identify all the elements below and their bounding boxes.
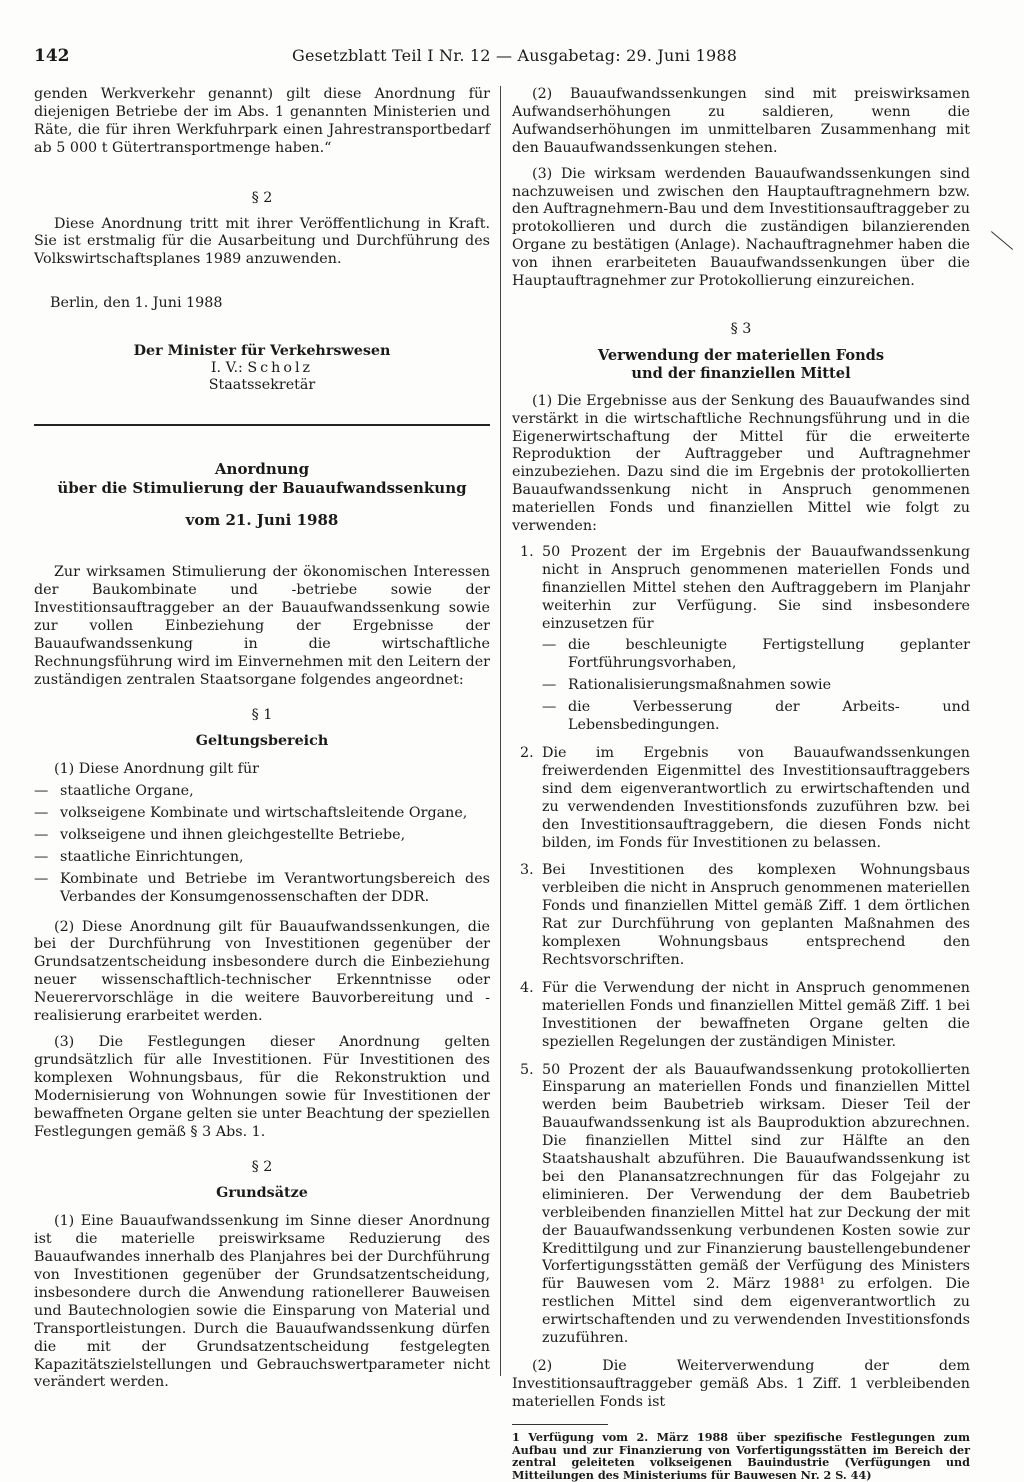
section-sign: § 2: [251, 189, 273, 206]
paragraph: (2) Die Weiterverwendung der dem Investitionsauftraggeber gemäß Abs. 1 Ziff. 1 verbleibenden materiellen Fonds ist: [512, 1358, 970, 1410]
paragraph: (2) Bauaufwandssenkungen sind mit preiswirksamen Aufwandserhöhungen zu saldieren, wenn die Aufwandserhöhungen im unmittelbaren Zusammenhang mit den Bauaufwandssenkungen stehen.: [512, 86, 970, 156]
document-date: vom 21. Juni 1988: [185, 511, 339, 530]
list-item: — volkseigene und ihnen gleichgestellte Betriebe,: [34, 826, 406, 843]
dash-marker: —: [542, 699, 557, 716]
section-heading: Verwendung der materiellen Fonds: [597, 346, 885, 364]
dash-marker: —: [34, 805, 49, 822]
margin-mark: [991, 231, 1013, 250]
item-text: 50 Prozent der im Ergebnis der Bauaufwandssenkung nicht in Anspruch genommenen materiellen Fonds und finanziellen Mittel stehen den Auftraggebern im Planjahr weiterhin zur Verfügung. Sie sind insbesondere einzusetzen für: [542, 543, 970, 632]
section-sign: § 1: [251, 707, 273, 724]
list-item: — Kombinate und Betriebe im Verantwortungsbereich des Verbandes der Konsumgenossenschaften der DDR.: [34, 870, 490, 905]
column-divider: [500, 86, 501, 1376]
signatory-title: Der Minister für Verkehrswesen: [133, 343, 391, 360]
document-title: Anordnung: [214, 460, 310, 479]
paragraph: Diese Anordnung tritt mit ihrer Veröffentlichung in Kraft. Sie ist erstmalig für die Ausarbeitung und Durchführung des Volkswirtschaftsplanes 1989 anzuwenden.: [34, 215, 490, 268]
signatory-name: I. V.: Scholz: [210, 360, 314, 377]
continuation-text: genden Werkverkehr genannt) gilt diese Anordnung für diejenigen Betriebe der im Abs. 1 genannten Ministerien und Räte, die für ihren Werkfuhrpark einen Jahrestransportbedarf ab 5 000 t Gütertransportmenge haben.“: [34, 86, 490, 156]
section-rule: [34, 424, 490, 426]
paragraph: (2) Diese Anordnung gilt für Bauaufwandssenkungen, die bei der Durchführung von Investitionen gegenüber der Grundsatzentscheidung insbesondere durch die Einbeziehung neuer wissenschaftlich-technischer Erkenntnisse oder Neuerervorschläge in die weitere Bauvorbereitung und -realisierung erarbeitet werden.: [34, 918, 490, 1025]
list-item: — die beschleunigte Fertigstellung geplanter Fortführungsvorhaben,: [542, 637, 970, 672]
item-number: 3.: [520, 862, 534, 879]
dash-marker: —: [34, 870, 49, 887]
section-heading-line2: und der finanziellen Mittel: [631, 364, 851, 382]
list-item: — die Verbesserung der Arbeits- und Lebensbedingungen.: [542, 699, 970, 734]
paragraph: (1) Eine Bauaufwandssenkung im Sinne dieser Anordnung ist die materielle preiswirksame Reduzierung des Bauaufwandes innerhalb des Planjahres bei der Durchführung von Investitionen gegenüber der Grundsatzentscheidung, insbesondere durch die Anwendung rationellerer Bauweisen und Bautechnologien sowie die Einsparung von Material und Transportleistungen. Durch die Bauaufwandssenkung dürfen die mit der Grundsatzentscheidung festgelegten Kapazitätszielstellungen und Gebrauchswertparameter nicht verändert werden.: [34, 1213, 490, 1391]
item-text: 50 Prozent der als Bauaufwandssenkung protokollierten Einsparung an materiellen Fonds und finanziellen Mittel werden beim Baubetrieb wirksam. Dieser Teil der Bauaufwandssenkung ist als Bauproduktion abzurechnen. Die finanziellen Mittel sind zur Hälfte an den Staatshaushalt abzuführen. Die Bauaufwandssenkung ist bei den Planansatzrechnungen für das Folgejahr zu eliminieren. Der Verwendung der dem Baubetrieb verbleibenden finanziellen Mittel hat zur Deckung der mit der Bauaufwandssenkung verbundenen Kosten sowie zur Kredittilgung und zur Finanzierung baustellengebundener Vorfertigungsstätten gemäß der Verfügung des Ministers für Bauwesen vom 2. März 1988¹ zu erfolgen. Die restlichen Mittel sind dem eigenverantwortlich zu erwirtschaftenden und zu verwendenden Investitionsfonds zuzuführen.: [542, 1061, 970, 1347]
numbered-item: [512, 862, 970, 969]
section-sign: § 2: [251, 1159, 273, 1176]
numbered-item: [512, 980, 970, 1052]
list-item: — staatliche Einrichtungen,: [34, 848, 244, 865]
paragraph: (3) Die Festlegungen dieser Anordnung gelten grundsätzlich für alle Investitionen. Für Investitionen des komplexen Wohnungsbaus, für die Rekonstruktion und Modernisierung von Wohnungen sowie für Investitionen der bewaffneten Organe gelten sie unter Beachtung der speziellen Festlegungen gemäß § 3 Abs. 1.: [34, 1034, 490, 1140]
numbered-item: [512, 745, 970, 852]
preamble: Zur wirksamen Stimulierung der ökonomischen Interessen der Baukombinate und -betriebe sowie der Investitionsauftraggeber an der Bauaufwandssenkung sowie zur vollen Einbeziehung der Ergebnisse der Bauaufwandssenkung in die wirtschaftliche Rechnungsführung wird im Einvernehmen mit den Leitern der zuständigen zentralen Staatsorgane folgendes angeordnet:: [34, 564, 490, 688]
item-text: Bei Investitionen des komplexen Wohnungsbaus verbleiben die nicht in Anspruch genommenen materiellen Fonds und finanziellen Mittel gemäß Ziff. 1 dem örtlichen Rat zur Durchführung von geplanten Maßnahmen des komplexen Wohnungsbaus entsprechend den Rechtsvorschriften.: [542, 862, 970, 968]
dash-marker: —: [34, 848, 49, 865]
item-number: 2.: [520, 745, 534, 761]
item-number: 5.: [520, 1061, 534, 1078]
item-number: 1.: [520, 543, 534, 560]
paragraph: (1) Diese Anordnung gilt für: [54, 761, 260, 778]
left-column: [34, 86, 490, 1400]
page-number: 142: [34, 46, 70, 66]
section-heading: Geltungsbereich: [195, 733, 329, 750]
dash-marker: —: [542, 637, 557, 654]
item-text: Für die Verwendung der nicht in Anspruch genommenen materiellen Fonds und finanziellen Mittel gemäß Ziff. 1 bei Investitionen der bewaffneten Organe gelten die speziellen Regelungen der zuständigen Minister.: [542, 979, 970, 1050]
place-date: Berlin, den 1. Juni 1988: [50, 295, 223, 312]
item-text: Die im Ergebnis von Bauaufwandssenkungen freiwerdenden Eigenmittel des Investitionsauftraggebers sind dem eigenverantwortlich zu erwirtschaftenden und zu verwendenden Investitionsfonds zuzuführen bzw. bei den Investitionsauftraggebern, die diesen Fonds nicht bilden, im Fonds für Investitionen zu belassen.: [542, 745, 970, 851]
signatory-surname: Scholz: [247, 360, 314, 377]
dash-marker: —: [34, 783, 49, 800]
list-item: — volkseigene Kombinate und wirtschaftsleitende Organe,: [34, 805, 468, 822]
paragraph: (1) Die Ergebnisse aus der Senkung des Bauaufwandes sind verstärkt in die wirtschaftliche Rechnungsführung und in die Eigenerwirtschaftung der Mittel für die erweiterte Reproduktion der Auftraggeber und Auftragnehmer einzubeziehen. Dazu sind die im Ergebnis der protokollierten Bauaufwandssenkung nicht in Anspruch genommenen materiellen Fonds und finanziellen Mittel wie folgt zu verwenden:: [512, 392, 970, 535]
footnote-rule: [512, 1424, 608, 1425]
list-item: — staatliche Organe,: [34, 783, 194, 800]
page-header: [34, 44, 984, 74]
section-heading: Grundsätze: [216, 1185, 308, 1202]
paragraph: (3) Die wirksam werdenden Bauaufwandssenkungen sind nachzuweisen und zwischen den Hauptauftragnehmern bzw. den Auftragnehmern-Bau und dem Investitionsauftraggeber zu protokollieren und durch die zuständigen bilanzierenden Organe zu bestätigen (Anlage). Nachauftragnehmer haben die von ihnen erarbeiteten Bauaufwandssenkungen über die Hauptauftragnehmer zur Protokollierung einzureichen.: [512, 165, 970, 290]
running-title: Gesetzblatt Teil I Nr. 12 — Ausgabetag: 29. Juni 1988: [292, 46, 738, 65]
document-subtitle: über die Stimulierung der Bauaufwandssenkung: [57, 479, 467, 498]
dash-marker: —: [34, 826, 49, 843]
dash-marker: —: [542, 677, 557, 694]
list-item: — Rationalisierungsmaßnahmen sowie: [542, 677, 832, 694]
signatory-role: Staatssekretär: [208, 377, 316, 394]
numbered-item: [512, 544, 970, 634]
section-sign: § 3: [730, 320, 752, 337]
numbered-item: [512, 1062, 970, 1349]
footnote: 1 Verfügung vom 2. März 1988 über spezifische Festlegungen zum Aufbau und zur Finanzierung von Vorfertigungsstätten im Bereich der zentral geleiteten volkseigenen Bauindustrie (Verfügungen und Mitteilungen des Ministeriums für Bauwesen Nr. 2 S. 44): [512, 1429, 970, 1482]
item-number: 4.: [520, 979, 534, 996]
right-column: [512, 86, 970, 1482]
